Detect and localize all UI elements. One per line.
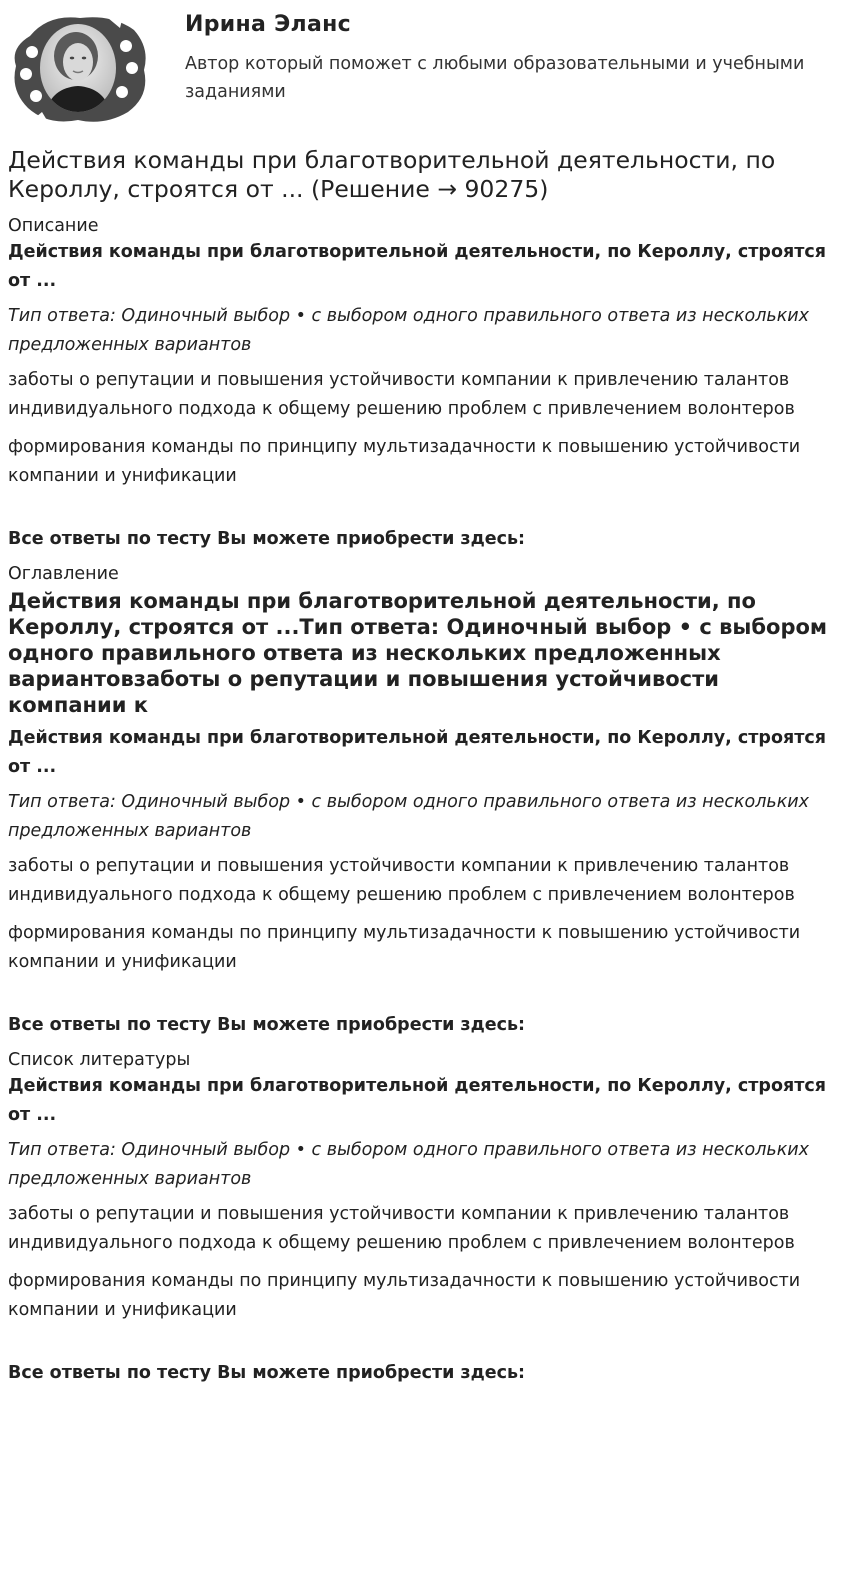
answer-type: Тип ответа: Одиночный выбор • с выбором одного правильного ответа из нескольких предложенных вариантов: [8, 1140, 810, 1189]
author-avatar[interactable]: [8, 8, 150, 126]
section-bibliography: [8, 1048, 844, 1388]
answer-option: заботы о репутации и повышения устойчивости компании к привлечению талантов индивидуального подхода к общему решению проблем с привлечением волонтеров: [8, 1204, 795, 1253]
section-description: [8, 214, 844, 554]
answer-type: Тип ответа: Одиночный выбор • с выбором одного правильного ответа из нескольких предложенных вариантов: [8, 306, 810, 355]
main-content: [8, 146, 844, 1396]
buy-answers-text: Все ответы по тесту Вы можете приобрести здесь:: [8, 1015, 526, 1035]
buy-answers-text: Все ответы по тесту Вы можете приобрести здесь:: [8, 1363, 526, 1383]
toc-heading: Действия команды при благотворительной деятельности, по Кероллу, строятся от ...Тип ответа: Одиночный выбор • с выбором одного правильного ответа из нескольких предложенных вариантовзаботы о репутации и повышения устойчивости компании к: [8, 589, 828, 717]
buy-answers-text: Все ответы по тесту Вы можете приобрести здесь:: [8, 529, 526, 549]
answer-option: заботы о репутации и повышения устойчивости компании к привлечению талантов индивидуального подхода к общему решению проблем с привлечением волонтеров: [8, 370, 795, 419]
answer-option: заботы о репутации и повышения устойчивости компании к привлечению талантов индивидуального подхода к общему решению проблем с привлечением волонтеров: [8, 856, 795, 905]
section-label: Описание: [8, 216, 99, 236]
answer-option: формирования команды по принципу мультизадачности к повышению устойчивости компании и унификации: [8, 437, 801, 486]
question-text: Действия команды при благотворительной деятельности, по Кероллу, строятся от ...: [8, 1076, 826, 1125]
section-label: Оглавление: [8, 564, 119, 584]
page-title: Действия команды при благотворительной деятельности, по Кероллу, строятся от ... (Решение → 90275): [8, 146, 776, 203]
question-text: Действия команды при благотворительной деятельности, по Кероллу, строятся от ...: [8, 242, 826, 291]
section-label: Список литературы: [8, 1050, 191, 1070]
answer-option: формирования команды по принципу мультизадачности к повышению устойчивости компании и унификации: [8, 923, 801, 972]
answer-type: Тип ответа: Одиночный выбор • с выбором одного правильного ответа из нескольких предложенных вариантов: [8, 792, 810, 841]
author-bio: Автор который поможет с любыми образовательными и учебными заданиями: [185, 54, 805, 102]
answer-option: формирования команды по принципу мультизадачности к повышению устойчивости компании и унификации: [8, 1271, 801, 1320]
section-toc: [8, 562, 844, 1040]
author-name[interactable]: Ирина Эланс: [185, 12, 351, 37]
question-text: Действия команды при благотворительной деятельности, по Кероллу, строятся от ...: [8, 728, 826, 777]
film-reel-avatar-icon: [8, 8, 150, 126]
author-header: [0, 0, 847, 140]
